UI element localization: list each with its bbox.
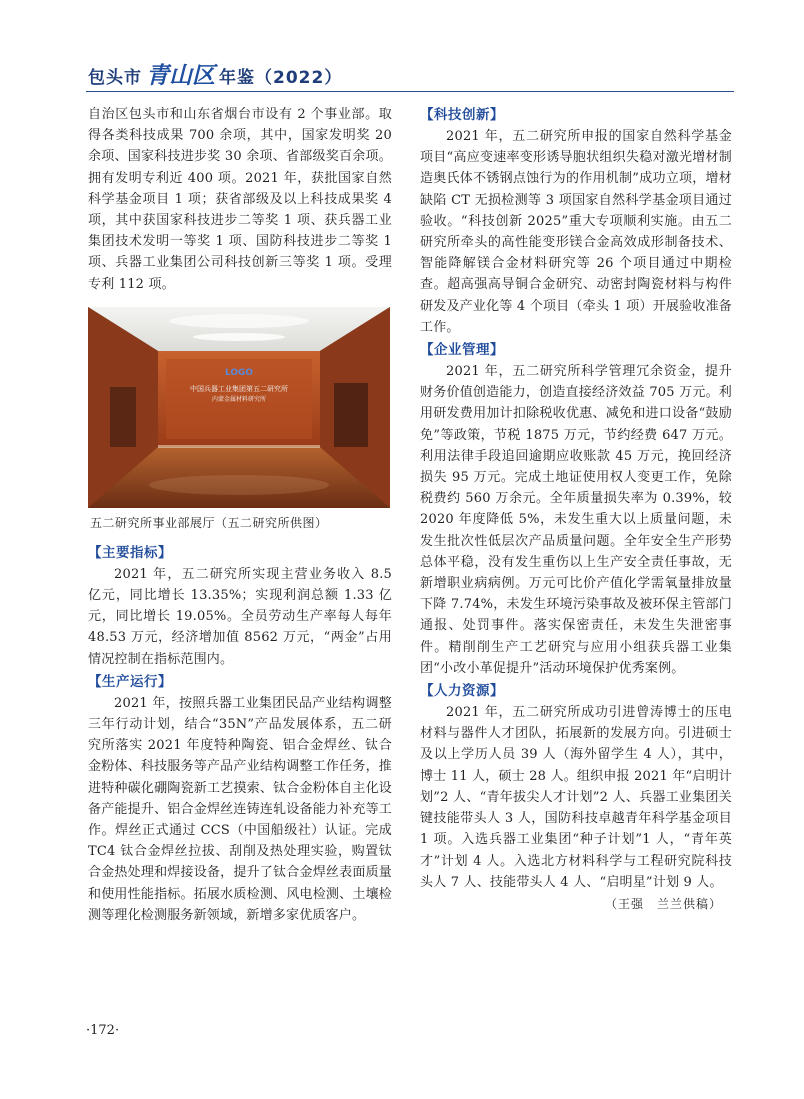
tech-paragraph: 2021 年，五二研究所申报的国家自然科学基金项目“高应变速率变形诱导胞状组织失稳对激光增材制造奥氏体不锈钢点蚀行为的作用机制”成功立项，增材缺陷 CT 无损检测等 3 项国家自然科学基金项目通过验收。“科技创新 2025”重大专项顺利实施。由五二研究所牵头的高性能变形镁合金高效成形制备技术、智能降解镁合金材料研究等 26 个项目通过中期检查。超高强高导铜合金研究、动密封陶瓷材料与构件研发及产业化等 4 个项目（牵头 1 项）开展验收准备工作。 (420, 129, 732, 335)
article-credit: （王强 兰兰供稿） (604, 896, 722, 911)
left-column (88, 104, 392, 926)
header-district-calligraphy: 青山区 (146, 62, 215, 89)
header-yearbook: 年鉴（2022） (219, 68, 343, 88)
section-title-production: 【生产运行】 (88, 673, 172, 690)
section-title-management: 【企业管理】 (420, 342, 504, 359)
section-title-hr: 【人力资源】 (420, 683, 504, 700)
exhibition-hall-illustration (88, 307, 390, 508)
management-paragraph: 2021 年，五二研究所科学管理冗余资金，提升财务价值创造能力，创造直接经济效益 705 万元。利用研发费用加计扣除税收优惠、减免和进口设备“鼓励免”等政策，节税 1875 万元，节约经费 647 万元。利用法律手段追回逾期应收账款 45 万元，挽回经济损失 95 万元。完成土地证使用权人变更工作，免除税费约 560 万余元。全年质量损失率为 0.39%，较 2020 年度降低 5%，未发生重大以上质量问题，未发生批次性低层次产品质量问题。全年安全生产形势总体平稳，没有发生重伤以上生产安全责任事故，无新增职业病病例。万元可比价产值化学需氧量排放量下降 7.74%，未发生环境污染事故及被环保主管部门通报、处罚事件。落实保密责任，未发生失泄密事件。精削削生产工艺研究与应用小组获兵器工业集团“小改小革促提升”活动环境保护优秀案例。 (420, 364, 732, 676)
photo-sign-line1: 中国兵器工业集团第五二研究所 (190, 384, 288, 393)
page-number: ·172· (86, 1023, 120, 1038)
hr-paragraph: 2021 年，五二研究所成功引进曾涛博士的压电材料与器件人才团队，拓展新的发展方向。引进硕士及以上学历人员 39 人（海外留学生 4 人），其中，博士 11 人，硕士 28 人。组织申报 2021 年“启明计划”2 人、“青年拔尖人才计划”2 人、兵器工业集团关键技能带头人 3 人，国防科技卓越青年科学基金项目 1 项。入选兵器工业集团“种子计划”1 人，“青年英才”计划 4 人。入选北方材料科学与工程研究院科技头人 7 人、技能带头人 4 人、“启明星”计划 9 人。 (420, 705, 732, 890)
section-title-tech: 【科技创新】 (420, 107, 504, 123)
right-column (420, 104, 732, 912)
indicators-paragraph: 2021 年，五二研究所实现主营业务收入 8.5 亿元，同比增长 13.35%；实现利润总额 1.33 亿元，同比增长 19.05%。全员劳动生产率每人每年 48.53 万元，经济增加值 8562 万元，“两金”占用情况控制在指标范围内。 (88, 566, 392, 667)
header-rule (86, 91, 734, 92)
photo-caption: 五二研究所事业部展厅（五二研究所供图） (90, 515, 328, 530)
header-city: 包头市 (88, 68, 142, 88)
photo-sign-logo: LOGO (224, 367, 254, 378)
section-title-indicators: 【主要指标】 (88, 544, 172, 561)
photo-sign-line2: 内蒙金属材料研究所 (211, 395, 267, 403)
production-paragraph: 2021 年，按照兵器工业集团民品产业结构调整三年行动计划，结合“35N”产品发展体系，五二研究所落实 2021 年度特种陶瓷、铝合金焊丝、钛合金粉体、科技服务等产品产业结构调整工作任务，推进特种碳化硼陶瓷新工艺摸索、钛合金粉体自主化设备产能提升、铝合金焊丝连铸连轧设备能力补充等工作。焊丝正式通过 CCS（中国船级社）认证。完成 TC4 钛合金焊丝拉拔、刮削及热处理实验，购置钛合金热处理和焊接设备，提升了钛合金焊丝表面质量和使用性能指标。拓展水质检测、风电检测、土壤检测等理化检测服务新领域，新增多家优质客户。 (88, 695, 392, 923)
exhibition-hall-photo (88, 307, 390, 508)
intro-paragraph: 自治区包头市和山东省烟台市设有 2 个事业部。取得各类科技成果 700 余项，其中，国家发明奖 20 余项、国家科技进步奖 30 余项、省部级奖百余项。拥有发明专利近 400 项。2021 年，获批国家自然科学基金项目 1 项；获省部级及以上科技成果奖 4 项，其中获国家科技进步二等奖 1 项、获兵器工业集团技术发明一等奖 1 项、国防科技进步二等奖 1 项、兵器工业集团公司科技创新三等奖 1 项。受理专利 112 项。 (88, 107, 392, 292)
running-header (88, 58, 728, 88)
